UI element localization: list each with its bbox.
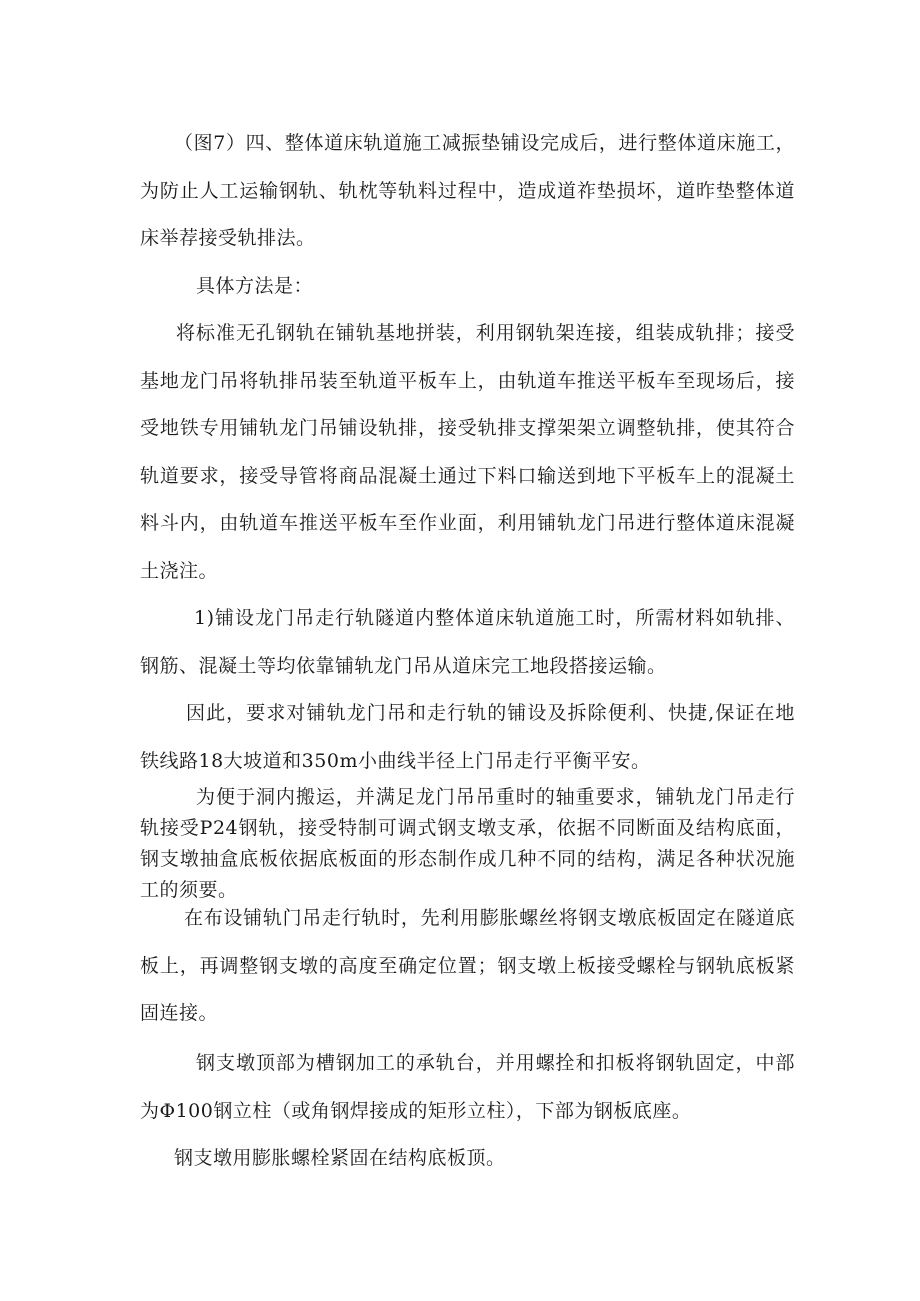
- paragraph-requirements: 因此，要求对铺轨龙门吊和走行轨的铺设及拆除便利、快捷,保证在地铁线路18大坡道和350m小曲线半径上门吊走行平衡平安。: [140, 702, 795, 772]
- paragraph-steel-pier-structure: 钢支墩顶部为槽钢加工的承轨台，并用螺拴和扣板将钢轨固定，中部为Φ100钢立柱（或角钢焊接成的矩形立柱），下部为钢板底座。: [140, 1052, 795, 1122]
- paragraph-gantry-track-laying: 1)铺设龙门吊走行轨隧道内整体道床轨道施工时，所需材料如轨排、钢筋、混凝土等均依靠铺轨龙门吊从道床完工地段搭接运输。: [140, 607, 795, 677]
- paragraph-method-heading: 具体方法是：: [196, 275, 314, 297]
- paragraph-method-description: 将标准无孔钢轨在铺轨基地拼装，利用钢轨架连接，组装成轨排；接受基地龙门吊将轨排吊装至轨道平板车上，由轨道车推送平板车至现场后，接受地铁专用铺轨龙门吊铺设轨排，接受轨排支撑架架立调整轨排，使其符合轨道要求，接受导管将商品混凝土通过下料口输送到地下平板车上的混凝土料斗内，由轨道车推送平板车至作业面，利用铺轨龙门吊进行整体道床混凝土浇注。: [140, 322, 795, 582]
- paragraph-intro: （图7）四、整体道床轨道施工减振垫铺设完成后，进行整体道床施工，为防止人工运输钢轨、轨枕等轨料过程中，造成道祚垫损坏，道昨垫整体道床举荐接受轨排法。: [140, 132, 795, 249]
- paragraph-track-installation: 在布设铺轨门吊走行轨时，先利用膨胀螺丝将钢支墩底板固定在隧道底板上，再调整钢支墩的高度至确定位置；钢支墩上板接受螺栓与钢轨底板紧固连接。: [140, 907, 795, 1024]
- paragraph-pier-anchoring: 钢支墩用膨胀螺栓紧固在结构底板顶。: [174, 1147, 506, 1169]
- paragraph-p24-rail-support: 为便于洞内搬运，并满足龙门吊吊重时的轴重要求，铺轨龙门吊走行轨接受P24钢轨，接受特制可调式钢支墩支承，依据不同断面及结构底面，钢支墩抽盒底板依据底板面的形态制作成几种不同的结构，满足各种状况施工的须要。: [140, 786, 795, 901]
